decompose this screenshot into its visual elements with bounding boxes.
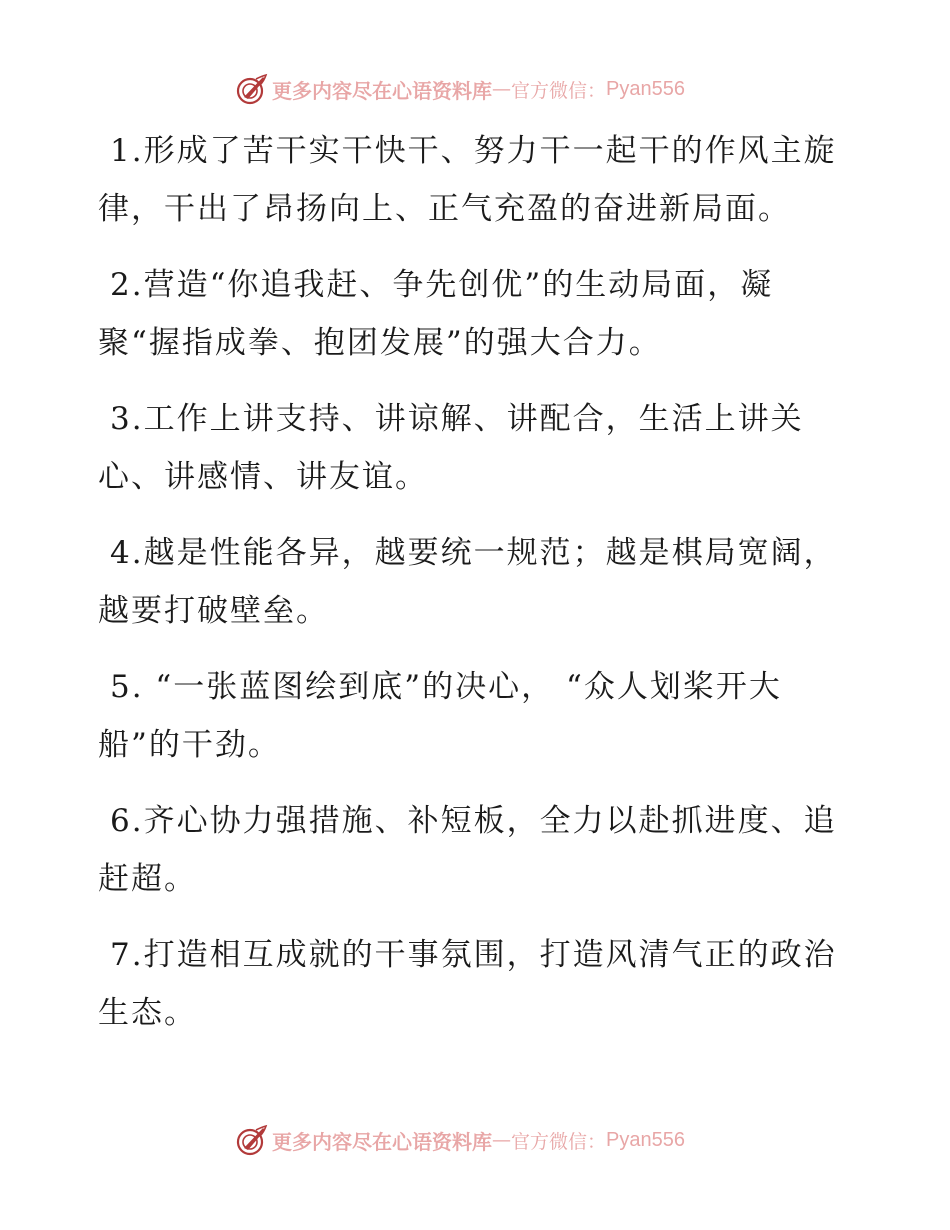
slogan-list: [98, 122, 838, 1060]
list-item: 5. “一张蓝图绘到底”的决心， “众人划桨开大船”的干劲。: [98, 669, 782, 763]
list-item: 7.打造相互成就的干事氛围，打造风清气正的政治生态。: [98, 937, 837, 1031]
banner-wechat-id: Pyan556: [606, 1128, 685, 1151]
header-watermark: [236, 71, 685, 107]
list-item: 1.形成了苦干实干快干、努力干一起干的作风主旋律，干出了昂扬向上、正气充盈的奋进新局面。: [98, 133, 837, 227]
banner-wechat-id: Pyan556: [606, 77, 685, 100]
list-item: 4.越是性能各异，越要统一规范；越是棋局宽阔，越要打破壁垒。: [98, 535, 837, 629]
list-item: 2.营造“你追我赶、争先创优”的生动局面，凝聚“握指成拳、抱团发展”的强大合力。: [98, 267, 774, 361]
footer-watermark: [236, 1122, 685, 1158]
quill-logo-icon: [236, 73, 268, 105]
banner-title: 更多内容尽在心语资料库: [272, 1129, 492, 1154]
list-item: 6.齐心协力强措施、补短板，全力以赴抓进度、追赶超。: [98, 803, 837, 897]
quill-logo-icon: [236, 1124, 268, 1156]
list-item: 3.工作上讲支持、讲谅解、讲配合，生活上讲关心、讲感情、讲友谊。: [98, 401, 804, 495]
banner-wechat-label: 官方微信：: [511, 79, 607, 102]
banner-wechat-label: 官方微信：: [511, 1130, 607, 1153]
banner-dash: —: [492, 78, 511, 100]
banner-title: 更多内容尽在心语资料库: [272, 78, 492, 103]
banner-dash: —: [492, 1129, 511, 1151]
